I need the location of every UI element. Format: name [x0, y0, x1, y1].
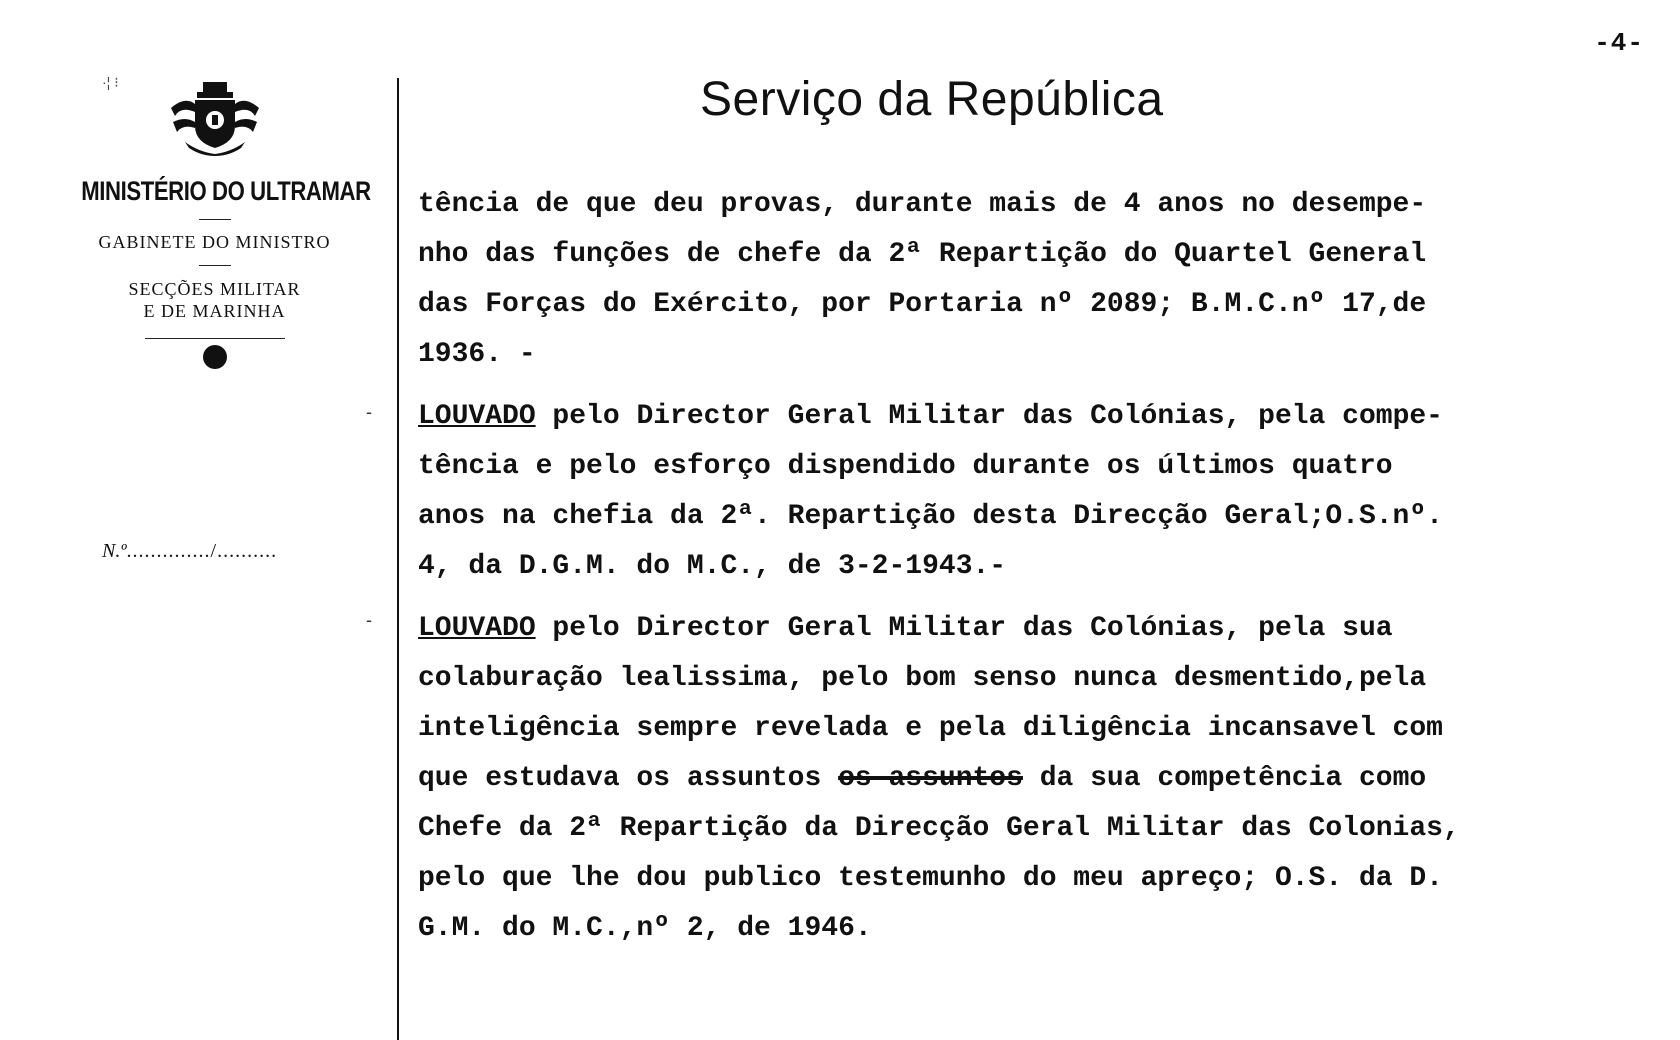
line-rest: pelo Director Geral Militar das Colónias, pela compe-	[535, 401, 1443, 432]
text-line	[418, 392, 1648, 442]
corner-marks: ·¦ ⁝	[102, 74, 119, 90]
line-rest: pelo Director Geral Militar das Colónias, pela sua	[535, 613, 1393, 644]
number-label: N.º	[102, 540, 127, 562]
vertical-divider	[397, 78, 399, 1040]
line-start: que estudava os assuntos	[418, 763, 839, 794]
reference-number-field	[102, 540, 277, 563]
text-line: 4, da D.G.M. do M.C., de 3-2-1943.-	[418, 551, 1007, 582]
divider-rule	[145, 338, 285, 339]
sections-title	[52, 278, 377, 322]
letterhead	[52, 60, 377, 369]
cabinet-title: GABINETE DO MINISTRO	[98, 232, 331, 252]
page-number: -4-	[1594, 28, 1644, 58]
page-heading: Serviço da República	[700, 73, 1164, 126]
document-body	[418, 180, 1648, 954]
text-line: anos na chefia da 2ª. Repartição desta Direcção Geral;O.S.nº.	[418, 501, 1443, 532]
text-line: Chefe da 2ª Repartição da Direcção Geral Militar das Colonias,	[418, 813, 1460, 844]
text-line: pelo que lhe dou publico testemunho do meu apreço; O.S. da D.	[418, 863, 1443, 894]
sections-line-1: SECÇÕES MILITAR	[128, 279, 301, 299]
text-line: colaburação lealissima, pelo bom senso nunca desmentido,pela	[418, 663, 1427, 694]
text-line: inteligência sempre revelada e pela diligência incansavel com	[418, 713, 1443, 744]
text-line: das Forças do Exército, por Portaria nº 2089; B.M.C.nº 17,de	[418, 289, 1427, 320]
text-line: tência e pelo esforço dispendido durante os últimos quatro	[418, 451, 1393, 482]
number-blank: ............../..........	[126, 540, 278, 562]
paragraph-1	[418, 180, 1648, 380]
divider-rule	[199, 265, 231, 266]
commendation-lead: LOUVADO	[418, 613, 536, 644]
divider-rule	[199, 219, 231, 220]
sections-line-2: E DE MARINHA	[143, 301, 286, 321]
margin-mark: -	[366, 402, 372, 422]
struck-text: os assuntos	[838, 763, 1023, 794]
text-line: nho das funções de chefe da 2ª Repartição do Quartel General	[418, 239, 1427, 270]
margin-mark: -	[366, 610, 372, 630]
coat-of-arms-icon	[167, 82, 263, 156]
commendation-lead: LOUVADO	[418, 401, 536, 432]
text-line	[418, 604, 1648, 654]
text-line	[418, 754, 1648, 804]
line-end: da sua competência como	[1022, 763, 1427, 794]
text-line: 1936. -	[418, 339, 536, 370]
text-line: G.M. do M.C.,nº 2, de 1946.	[418, 913, 872, 944]
paragraph-3	[418, 604, 1648, 954]
paragraph-2	[418, 392, 1648, 592]
ministry-title: MINISTÉRIO DO ULTRAMAR	[81, 176, 371, 206]
bullet-dot-icon	[203, 345, 227, 369]
text-line: tência de que deu provas, durante mais de 4 anos no desempe-	[418, 189, 1427, 220]
